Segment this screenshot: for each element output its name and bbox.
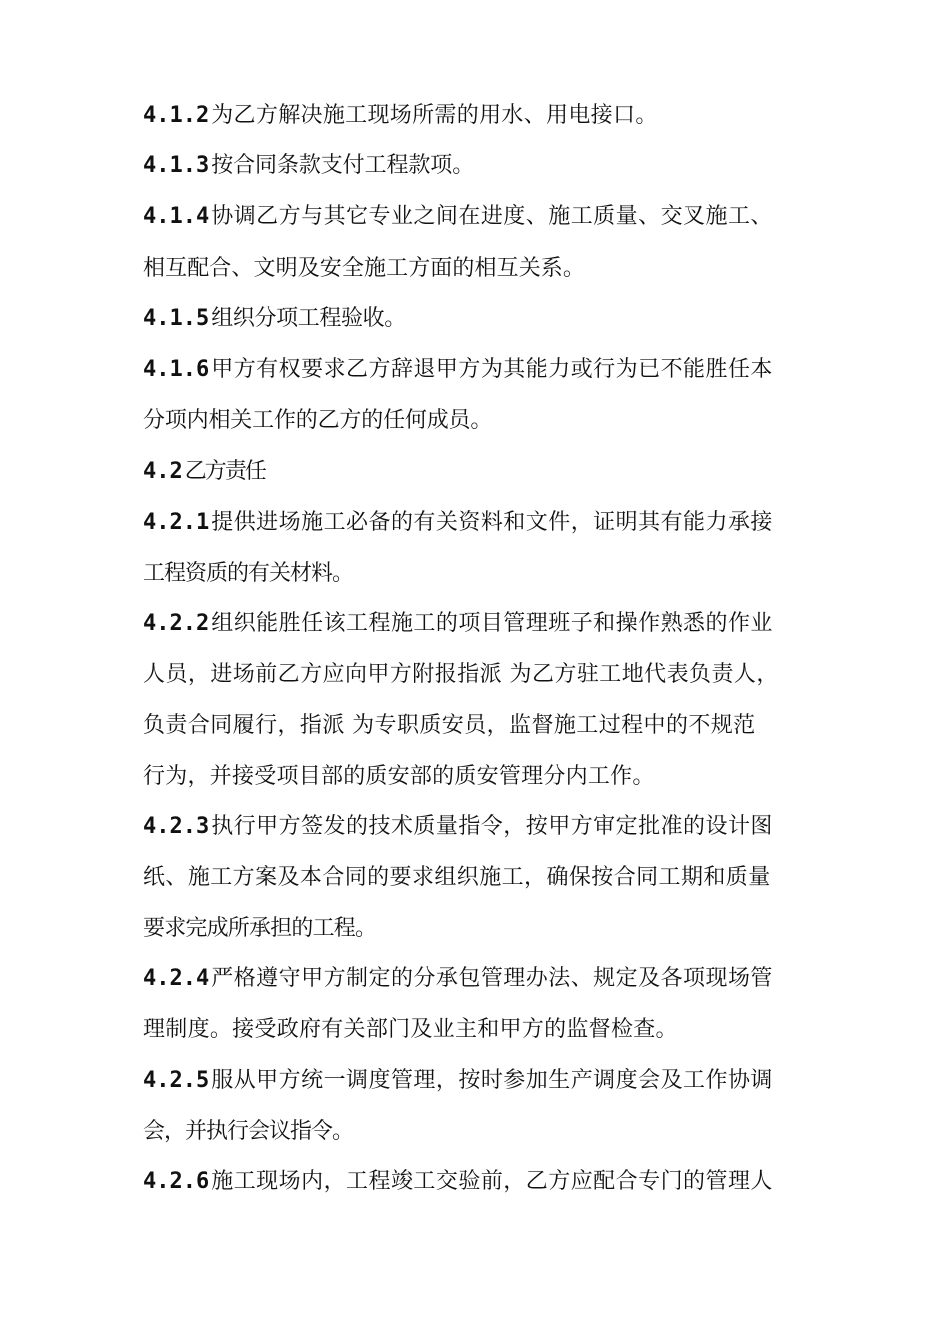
section-4-2-heading xyxy=(143,457,843,487)
clause-text: 相互配合、文明及安全施工方面的相互关系。 xyxy=(143,256,586,281)
clause-number: 4.1.4 xyxy=(143,204,210,229)
clause-text: 甲方有权要求乙方辞退甲方为其能力或行为已不能胜任本 xyxy=(211,357,773,382)
clause-text: 协调乙方与其它专业之间在进度、施工质量、交叉施工、 xyxy=(211,204,773,229)
clause-4-2-6 xyxy=(143,1167,843,1197)
clause-text: 行为，并接受项目部的质安部的质安管理分内工作。 xyxy=(143,764,655,789)
clause-text: 严格遵守甲方制定的分承包管理办法、规定及各项现场管 xyxy=(211,966,773,991)
clause-number: 4.2.4 xyxy=(143,966,210,991)
clause-number: 4.1.3 xyxy=(143,153,210,178)
clause-4-1-3 xyxy=(143,151,843,181)
clause-text: 组织能胜任该工程施工的项目管理班子和操作熟悉的作业 xyxy=(211,611,773,636)
clause-4-2-3-cont-2 xyxy=(143,914,843,944)
clause-4-2-3-cont-1 xyxy=(143,863,843,893)
clause-4-2-4 xyxy=(143,964,843,994)
clause-number: 4.2.1 xyxy=(143,510,210,535)
clause-text: 纸、施工方案及本合同的要求组织施工，确保按合同工期和质量 xyxy=(143,865,771,890)
clause-text: 工程资质的有关材料。 xyxy=(143,561,354,586)
clause-4-2-2 xyxy=(143,609,843,639)
clause-4-1-6-cont xyxy=(143,406,843,436)
clause-4-1-2 xyxy=(143,101,843,131)
clause-text: 要求完成所承担的工程。 xyxy=(143,916,377,941)
clause-number: 4.1.6 xyxy=(143,357,210,382)
clause-text: 执行甲方签发的技术质量指令，按甲方审定批准的设计图 xyxy=(211,814,773,839)
clause-4-2-2-cont-3 xyxy=(143,762,843,792)
clause-text: 为乙方解决施工现场所需的用水、用电接口。 xyxy=(211,103,658,128)
clause-number: 4.2.5 xyxy=(143,1068,210,1093)
clause-text: 组织分项工程验收。 xyxy=(211,306,406,331)
clause-number: 4.2.2 xyxy=(143,611,210,636)
clause-text: 乙方责任 xyxy=(184,459,265,484)
clause-4-2-2-cont-1 xyxy=(143,660,843,690)
clause-number: 4.2 xyxy=(143,459,183,484)
clause-text: 施工现场内，工程竣工交验前，乙方应配合专门的管理人 xyxy=(211,1169,773,1194)
clause-4-1-4-cont xyxy=(143,254,843,284)
clause-4-2-1-cont xyxy=(143,559,843,589)
clause-text: 会，并执行会议指令。 xyxy=(143,1119,354,1144)
clause-4-1-4 xyxy=(143,202,843,232)
clause-number: 4.2.6 xyxy=(143,1169,210,1194)
clause-text: 人员，进场前乙方应向甲方附报指派 为乙方驻工地代表负责人， xyxy=(143,662,779,687)
clause-number: 4.1.5 xyxy=(143,306,210,331)
clause-4-2-1 xyxy=(143,508,843,538)
clause-text: 理制度。接受政府有关部门及业主和甲方的监督检查。 xyxy=(143,1017,678,1042)
clause-4-2-3 xyxy=(143,812,843,842)
clause-4-1-5 xyxy=(143,304,843,334)
clause-text: 按合同条款支付工程款项。 xyxy=(211,153,475,178)
clause-4-2-5 xyxy=(143,1066,843,1096)
clause-4-2-5-cont xyxy=(143,1117,843,1147)
clause-number: 4.2.3 xyxy=(143,814,210,839)
clause-4-2-2-cont-2 xyxy=(143,711,843,741)
clause-text: 分项内相关工作的乙方的任何成员。 xyxy=(143,408,493,433)
clause-4-2-4-cont xyxy=(143,1015,843,1045)
clause-number: 4.1.2 xyxy=(143,103,210,128)
clause-text: 负责合同履行，指派 为专职质安员，监督施工过程中的不规范 xyxy=(143,713,756,738)
clause-text: 提供进场施工必备的有关资料和文件，证明其有能力承接 xyxy=(211,510,773,535)
clause-4-1-6 xyxy=(143,355,843,385)
clause-text: 服从甲方统一调度管理，按时参加生产调度会及工作协调 xyxy=(211,1068,773,1093)
